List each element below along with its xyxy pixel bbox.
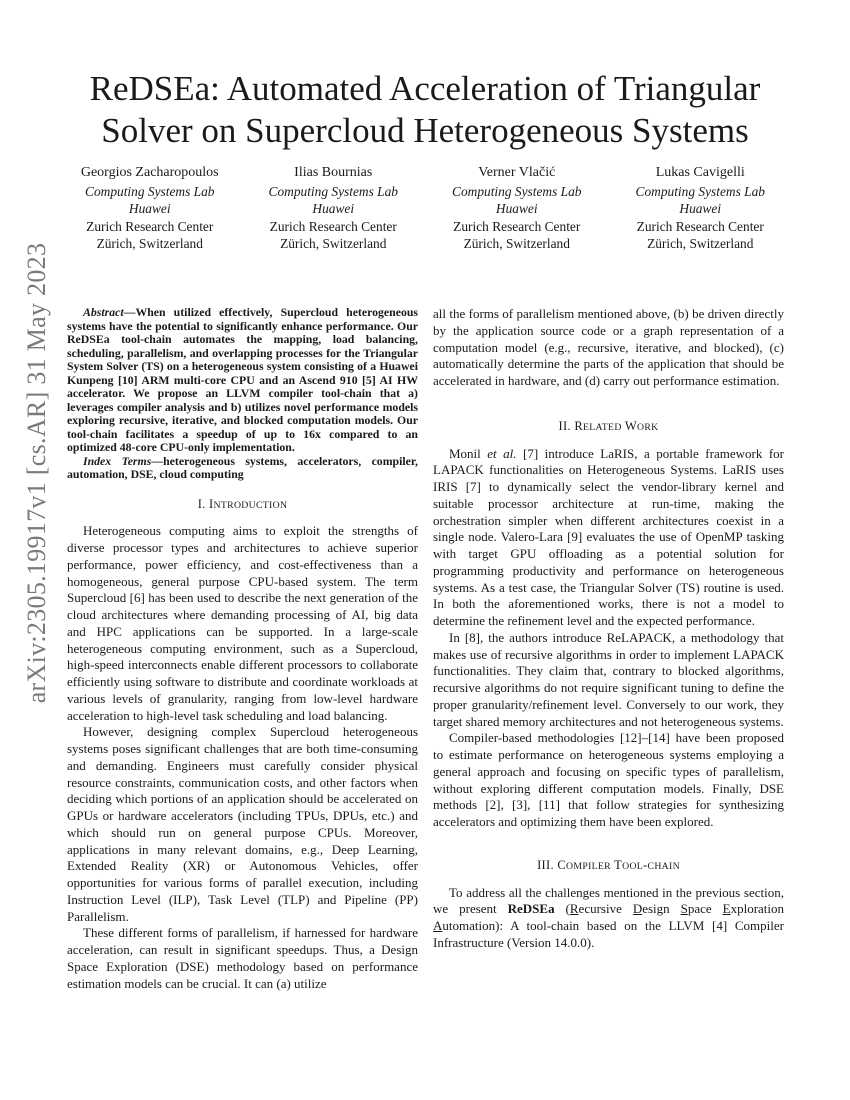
acronym-word: pace (687, 901, 723, 917)
section-heading-text: III. COMPILER TOOL-CHAIN (537, 857, 680, 872)
intro-paragraph-2: However, designing complex Supercloud heterogeneous systems poses significant challenges that are both time-consuming and demanding. Engineers must carefully consider physical resource constraints, communication costs, and other factors when deciding which portions of an application should be accelerated on GPUs or hardware accelerators (including TPUs, DPUs, etc.) and which should run on general purpose CPUs. Moreover, applications in many relevant domains, e.g., Deep Learning, Extended Reality (XR) or Autonomous Vehicles, offer opportunities for various forms of parallel execution, including Instruction Level (ILP), Task Level (TLP) and Pipeline (PP) Parallelism. (67, 724, 418, 924)
author-center: Zurich Research Center (636, 218, 764, 234)
author-4 (609, 164, 793, 253)
author-1 (58, 164, 242, 253)
compiler-p1-open: ( (554, 901, 570, 917)
section-heading-related-work (433, 418, 784, 437)
related-paragraph-1 (433, 446, 784, 630)
section-heading-text: II. RELATED WORK (558, 418, 659, 433)
title-line-2: Solver on Supercloud Heterogeneous Systems (101, 111, 749, 150)
acronym-letter: S (680, 901, 688, 917)
related-p1-start: Monil (449, 445, 488, 461)
section-heading-text: I. INTRODUCTION (197, 496, 288, 511)
author-lab: Computing Systems Lab (85, 183, 215, 199)
author-org: Huawei (128, 201, 171, 216)
compiler-p1-start: To address all the challenges mentioned in the previous section, we present (433, 884, 784, 917)
author-city: Zürich, Switzerland (280, 236, 387, 251)
acronym-letter: D (632, 901, 643, 917)
title-line-1: ReDSEa: Automated Acceleration of Triangular (89, 69, 761, 108)
author-name: Georgios Zacharopoulos (80, 165, 219, 180)
author-name: Ilias Bournias (294, 165, 373, 180)
author-name: Verner Vlačić (478, 165, 556, 180)
author-org: Huawei (495, 201, 538, 216)
paper-title (60, 68, 790, 152)
acronym-word: xploration (730, 901, 785, 917)
related-p1-rest: [7] introduce LaRIS, a portable framework for LAPACK functionalities on Heterogeneous Systems. LaRIS uses IRIS [7] to dynamically select the vendor-library kernel and suitable processor architecture at run-time, making the orchestration simpler when different architectures coexist in a single node. Valero-Lara [9] evaluates the use of OpenMP tasking with target GPU offloading as a potential solution for programming productivity and performance on heterogeneous systems. As a test case, the Triangular Solver (TS) routine is used. In both the aforementioned works, there is not a model to determine the refinement level and the expected performance. (433, 445, 784, 628)
author-center: Zurich Research Center (453, 218, 581, 234)
acronym-letter: R (569, 901, 579, 917)
author-lab: Computing Systems Lab (268, 183, 398, 199)
intro-paragraph-1: Heterogeneous computing aims to exploit the strengths of diverse processor types and architectures to achieve superior performance, power efficiency, and cost-effectiveness than a homogeneous, general purpose CPU-based system. The term Supercloud [6] has been used to describe the next generation of the cloud architectures where demanding processing of AI, big data and HPC applications can be supported. In a large-scale heterogeneous computing environment, such as a Supercloud, high-speed interconnects enable different processors to collaborate efficiently using software to distribute and coordinate workloads at various levels of granularity, ranging from low-level hardware acceleration to high-level task scheduling and load balancing. (67, 523, 418, 723)
section-heading-introduction (67, 496, 418, 515)
index-terms-text: —heterogeneous systems, accelerators, compiler, automation, DSE, cloud computing (67, 453, 418, 481)
index-terms-label: Index Terms (83, 453, 152, 468)
redsea-name: ReDSEa (507, 901, 555, 917)
author-city: Zürich, Switzerland (647, 236, 754, 251)
author-3 (425, 164, 609, 253)
index-terms (67, 455, 418, 482)
author-lab: Computing Systems Lab (635, 183, 765, 199)
author-center: Zurich Research Center (269, 218, 397, 234)
related-paragraph-2: In [8], the authors introduce ReLAPACK, a methodology that makes use of recursive algorithms in order to implement LAPACK functionalities. They claim that, contrary to blocked algorithms, recursive algorithms do not require significant tuning to define the proper granularity/refinement level. Conversely to our work, they target shared memory architectures and not heterogeneous systems. (433, 629, 784, 729)
arxiv-identifier: arXiv:2305.19917v1 [cs.AR] 31 May 2023 (22, 242, 51, 704)
section-heading-compiler-tool-chain (433, 857, 784, 876)
author-2 (242, 164, 426, 253)
acronym-letter: A (433, 918, 443, 933)
author-city: Zürich, Switzerland (96, 236, 203, 251)
related-paragraph-3: Compiler-based methodologies [12]–[14] have been proposed to estimate performance on heterogeneous systems employing a general approach and focusing on specific types of parallelism, without exploring different computation models. Finally, DSE methods [2], [3], [11] that follow strategies for synthesizing accelerators and optimizing them have been explored. (433, 730, 784, 829)
author-org: Huawei (312, 201, 355, 216)
compiler-paragraph-1 (433, 885, 784, 952)
right-column (433, 306, 784, 952)
author-city: Zürich, Switzerland (463, 236, 570, 251)
related-p1-etal: et al. (487, 445, 517, 461)
author-block (58, 164, 792, 253)
abstract-text: —When utilized effectively, Supercloud heterogeneous systems have the potential to significantly enhance performance. Our ReDSEa tool-chain automates the mapping, load balancing, scheduling, parallelism, and overlapping processes for the Triangular System Solver (TS) on a heterogeneous system consisting of a Huawei Kunpeng [10] ARM multi-core CPU and an Ascend 910 [5] AI HW accelerator. We propose an LLVM compiler tool-chain that a) leverages compiler analysis and b) utilizes novel performance models exploring recursive, iterative, and blocked computation models. Our tool-chain facilitates a speedup of up to 16x compared to an optimized 48-core CPU-only implementation. (67, 305, 418, 454)
author-center: Zurich Research Center (86, 218, 214, 234)
acronym-word: esign (642, 901, 681, 917)
author-org: Huawei (679, 201, 722, 216)
acronym-letter: E (722, 901, 731, 917)
compiler-p1-rest: ): A tool-chain based on the LLVM [4] Compiler Infrastructure (Version 14.0.0). (433, 918, 784, 950)
acronym-word: ecursive (578, 901, 633, 917)
abstract-label: Abstract (83, 305, 124, 319)
left-column (67, 306, 418, 992)
intro-continuation: all the forms of parallelism mentioned above, (b) be driven directly by the application source code or a graph representation of a computation model (e.g., recursive, iterative, and blocked), (c) automatically determine the parts of the application that should be accelerated in hardware, and (d) carry out performance estimation. (433, 306, 784, 388)
author-name: Lukas Cavigelli (655, 165, 745, 180)
author-lab: Computing Systems Lab (452, 183, 582, 199)
abstract (67, 306, 418, 455)
acronym-word: utomation (442, 918, 496, 933)
intro-paragraph-3: These different forms of parallelism, if harnessed for hardware acceleration, can result in significant speedups. Thus, a Design Space Exploration (DSE) methodology based on performance estimation models can be crucial. It can (a) utilize (67, 925, 418, 991)
